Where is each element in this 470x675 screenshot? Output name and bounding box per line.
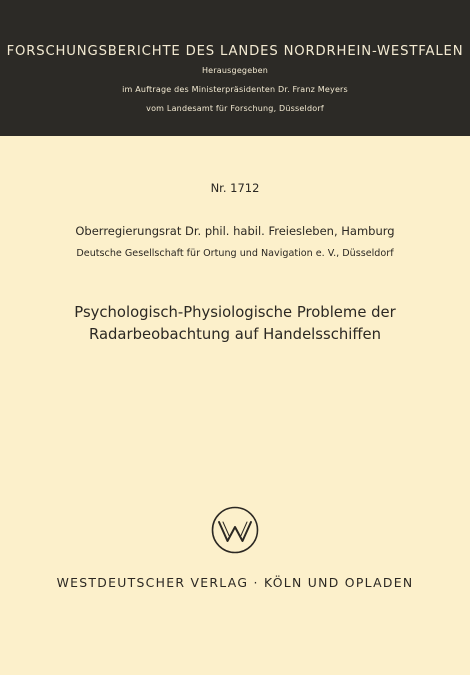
header-band [0, 0, 470, 136]
affiliation-line: Deutsche Gesellschaft für Ortung und Navigation e. V., Düsseldorf [76, 248, 394, 259]
commissioned-by-line: im Auftrage des Ministerpräsidenten Dr. Franz Meyers [122, 85, 348, 94]
series-title: FORSCHUNGSBERICHTE DES LANDES NORDRHEIN-WESTFALEN [6, 44, 464, 59]
issue-number: Nr. 1712 [210, 181, 260, 195]
book-title-line-2: Radarbeobachtung auf Handelsschiffen [89, 326, 381, 343]
author-line: Oberregierungsrat Dr. phil. habil. Freiesleben, Hamburg [75, 224, 395, 238]
office-line: vom Landesamt für Forschung, Düsseldorf [146, 104, 324, 113]
edited-by-line: Herausgegeben [201, 66, 269, 75]
publisher-logo-icon [210, 505, 260, 555]
book-title-line-1: Psychologisch-Physiologische Probleme der [74, 304, 396, 321]
publisher-name: WESTDEUTSCHER VERLAG · KÖLN UND OPLADEN [56, 575, 414, 590]
